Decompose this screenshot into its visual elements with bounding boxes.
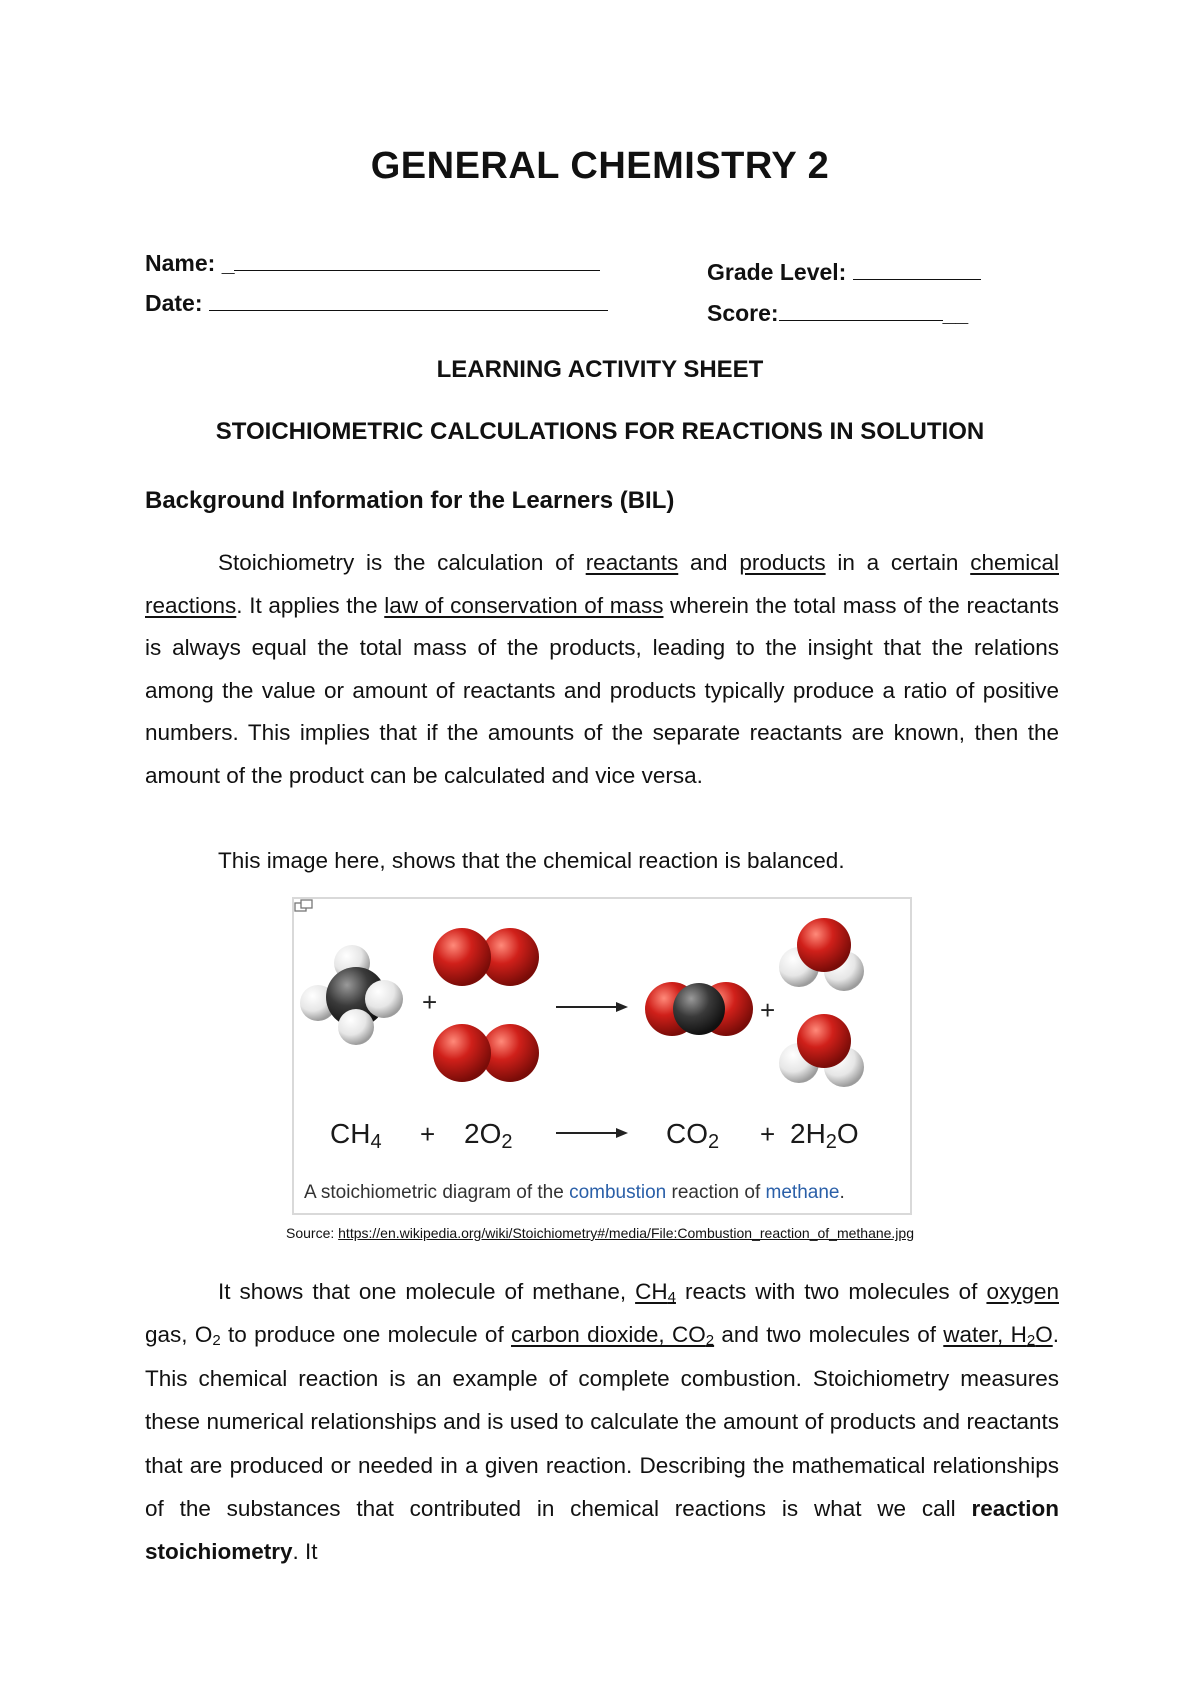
carbon-dioxide-molecule bbox=[645, 982, 753, 1036]
text: to produce one molecule of bbox=[220, 1322, 512, 1348]
link-carbon-dioxide[interactable]: carbon dioxide, $CO_2$ bbox=[511, 1322, 715, 1350]
reaction-arrow bbox=[556, 1002, 628, 1012]
text: . This chemical reaction is an example of complete combustion. Stoichiometry measures these numerical relationships and is used to calculate the amount of products and reactants that are produced or needed in a given reaction. Describing the mathematical relationships of the substances that contributed in chemical reactions is what we call bbox=[145, 1322, 1059, 1522]
link-methane[interactable]: methane bbox=[765, 1182, 840, 1203]
combustion-diagram-figure bbox=[292, 897, 912, 1215]
link-oxygen[interactable]: oxygen bbox=[986, 1279, 1059, 1304]
equation-carbon-dioxide: CO2 bbox=[666, 1118, 720, 1153]
oxygen-atom bbox=[797, 1014, 851, 1068]
enlarge-icon[interactable] bbox=[294, 899, 314, 913]
score-blank-line[interactable] bbox=[779, 300, 943, 321]
equation-methane: CH4 bbox=[330, 1118, 382, 1153]
topic-heading: STOICHIOMETRIC CALCULATIONS FOR REACTIONS IN SOLUTION bbox=[215, 418, 985, 445]
text: in a certain bbox=[825, 550, 971, 575]
hydrogen-atom bbox=[338, 1009, 374, 1045]
figure-caption bbox=[304, 1182, 845, 1204]
text: . It applies the bbox=[236, 592, 385, 618]
date-field[interactable] bbox=[145, 290, 608, 317]
oxygen-atom bbox=[433, 1024, 491, 1082]
page-title: GENERAL CHEMISTRY 2 bbox=[370, 145, 830, 187]
equation-water: 2H2O bbox=[790, 1118, 859, 1153]
oxygen-atom bbox=[433, 928, 491, 986]
oxygen-atom bbox=[797, 918, 851, 972]
subscript: 2 bbox=[212, 1332, 221, 1350]
oxygen-molecule-top bbox=[433, 928, 539, 986]
text: It shows that one molecule of methane, bbox=[218, 1279, 636, 1304]
link-reactants[interactable]: reactants bbox=[585, 550, 679, 575]
date-label: Date: bbox=[145, 290, 203, 316]
sheet-type-heading: LEARNING ACTIVITY SHEET bbox=[436, 356, 764, 383]
grade-level-blank-line[interactable] bbox=[853, 259, 981, 280]
oxygen-molecule-bottom bbox=[433, 1024, 539, 1082]
source-link[interactable]: https://en.wikipedia.org/wiki/Stoichiometry#/media/File:Combustion_reaction_of_methane.jpg bbox=[338, 1225, 914, 1241]
molecule-diagram bbox=[294, 899, 910, 1213]
paragraph-stoichiometry-definition bbox=[145, 542, 1059, 797]
water-molecule-top bbox=[779, 918, 864, 991]
methane-molecule bbox=[300, 945, 403, 1045]
date-blank-line[interactable] bbox=[209, 290, 608, 311]
link-products[interactable]: products bbox=[739, 550, 826, 575]
text: A stoichiometric diagram of the bbox=[304, 1182, 570, 1203]
equation-plus: + bbox=[760, 1119, 776, 1149]
text: gas, O bbox=[145, 1322, 213, 1348]
link-combustion[interactable]: combustion bbox=[569, 1182, 667, 1203]
link-law-of-conservation-of-mass[interactable]: law of conservation of mass bbox=[384, 592, 664, 618]
water-molecule-bottom bbox=[779, 1014, 864, 1087]
grade-level-label: Grade Level: bbox=[707, 259, 847, 285]
text: . It bbox=[292, 1539, 318, 1565]
paragraph-image-intro: This image here, shows that the chemical reaction is balanced. bbox=[218, 848, 845, 873]
score-field[interactable] bbox=[707, 300, 968, 327]
name-field[interactable] bbox=[145, 250, 600, 277]
score-label: Score: bbox=[707, 300, 779, 326]
equation-arrowhead bbox=[616, 1128, 628, 1138]
plus-sign: + bbox=[422, 987, 438, 1017]
section-heading: Background Information for the Learners (BIL) bbox=[145, 487, 675, 514]
plus-sign: + bbox=[760, 995, 776, 1025]
name-label: Name: _ bbox=[145, 250, 235, 276]
balanced-equation bbox=[330, 1118, 859, 1153]
carbon-atom bbox=[673, 983, 725, 1035]
term-reaction-stoichiometry: reaction stoichiometry bbox=[145, 1496, 1059, 1565]
score-tail: __ bbox=[942, 300, 969, 326]
text: wherein the total mass of the reactants is always equal the total mass of the products, leading to the insight that the relations among the value or amount of reactants and products typically produce a ratio of positive numbers. This implies that if the amounts of the separate reactants are known, then the amount of the product can be calculated and vice versa. bbox=[145, 592, 1059, 788]
grade-level-field[interactable] bbox=[707, 259, 981, 286]
equation-plus: + bbox=[420, 1119, 436, 1149]
text: . bbox=[839, 1182, 845, 1203]
paragraph-methane-combustion bbox=[145, 1270, 1059, 1574]
text: and bbox=[678, 550, 740, 575]
text: and two molecules of bbox=[714, 1322, 944, 1348]
hydrogen-atom bbox=[365, 980, 403, 1018]
text: reaction of bbox=[666, 1182, 766, 1203]
equation-oxygen: 2O2 bbox=[464, 1118, 513, 1153]
link-chemical[interactable]: chemical bbox=[970, 550, 1059, 575]
text: Stoichiometry is the calculation of bbox=[218, 550, 586, 575]
source-label: Source: bbox=[286, 1225, 339, 1241]
name-blank-line[interactable] bbox=[234, 250, 600, 271]
link-water[interactable]: water, $H_2O$ bbox=[943, 1322, 1053, 1350]
link-methane-formula[interactable]: $CH_4$ bbox=[635, 1279, 676, 1306]
text: reacts with two molecules of bbox=[675, 1279, 987, 1304]
image-source-credit bbox=[0, 1225, 1200, 1241]
link-reactions[interactable]: reactions bbox=[145, 592, 237, 618]
